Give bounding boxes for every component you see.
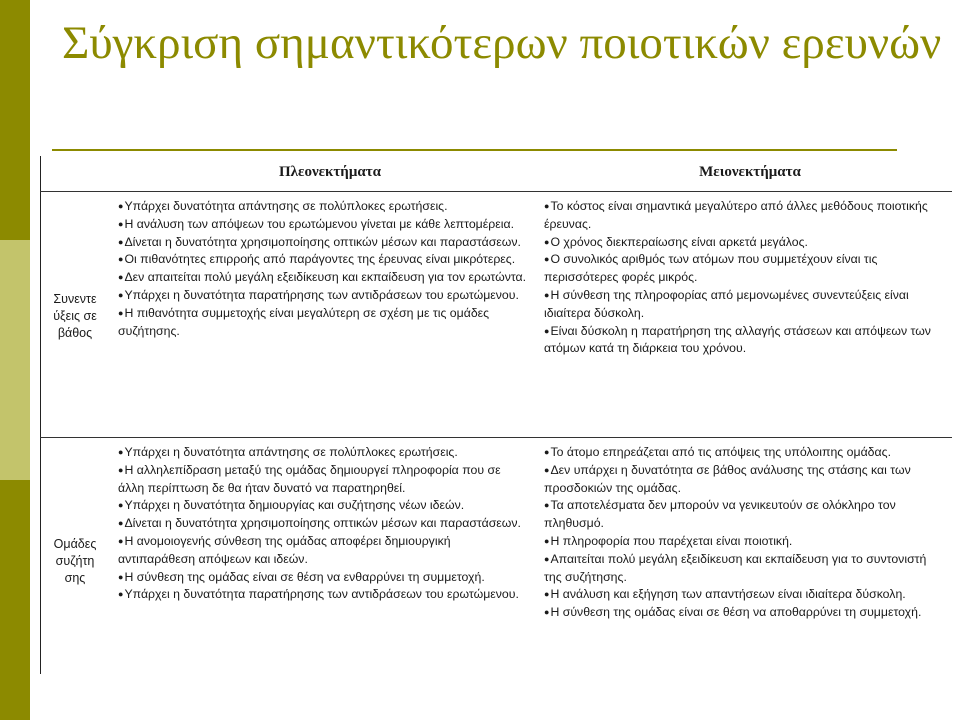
side-decoration-bar: [0, 0, 30, 720]
row-divider: [40, 437, 952, 438]
list-item: [544, 604, 944, 622]
comparison-table: [40, 156, 952, 674]
bullet-icon: ●: [544, 553, 550, 564]
list-item-text: Είναι δύσκολη η παρατήρηση της αλλαγής στάσεων και απόψεων των ατόμων κατά τη διάρκεια του χρόνου.: [544, 323, 931, 356]
list-item-text: Ο συνολικός αριθμός των ατόμων που συμμετέχουν είναι τις περισσότερες φορές μικρός.: [544, 252, 878, 285]
header-divider: [40, 191, 952, 192]
list-item-text: Δεν υπάρχει η δυνατότητα σε βάθος ανάλυσης της στάσης και των προσδοκιών της ομάδας.: [544, 462, 911, 495]
bullet-icon: ●: [118, 500, 124, 511]
list-item-text: Υπάρχει η δυνατότητα δημιουργίας και συζήτησης νέων ιδεών.: [124, 498, 465, 513]
list-item: [118, 251, 528, 269]
list-item-text: Η πιθανότητα συμμετοχής είναι μεγαλύτερη σε σχέση με τις ομάδες συζήτησης.: [118, 305, 490, 338]
bullet-icon: ●: [118, 518, 124, 529]
bullet-icon: ●: [118, 289, 124, 300]
disadvantages-list: [544, 444, 944, 622]
list-item: [118, 533, 528, 569]
list-item-text: Δίνεται η δυνατότητα χρησιμοποίησης οπτικών μέσων και παραστάσεων.: [124, 234, 521, 249]
list-item-text: Η σύνθεση της πληροφορίας από μεμονωμένες συνεντεύξεις είναι ιδιαίτερα δύσκολη.: [544, 287, 909, 320]
column-header-disadvantages: Μειονεκτήματα: [699, 164, 801, 180]
list-item: [544, 497, 944, 533]
list-item: [118, 497, 528, 515]
list-item-text: Δεν απαιτείται πολύ μεγάλη εξειδίκευση και εκπαίδευση για τον ερωτώντα.: [124, 270, 527, 285]
list-item: [544, 551, 944, 587]
list-item-text: Υπάρχει η δυνατότητα παρατήρησης των αντιδράσεων του ερωτώμενου.: [124, 287, 519, 302]
advantages-list: [118, 444, 528, 604]
list-item: [544, 586, 944, 604]
list-item: [118, 287, 528, 305]
bullet-icon: ●: [118, 535, 124, 546]
list-item-text: Η ανάλυση και εξήγηση των απαντήσεων είναι ιδιαίτερα δύσκολη.: [550, 587, 906, 602]
list-item: [118, 269, 528, 287]
bullet-icon: ●: [544, 254, 550, 265]
list-item-text: Η αλληλεπίδραση μεταξύ της ομάδας δημιουργεί πληροφορία που σε άλλη περίπτωση δε θα ήταν δυνατό να παρατηρηθεί.: [118, 462, 501, 495]
disadvantages-list: [544, 198, 944, 358]
bullet-icon: ●: [118, 571, 124, 582]
list-item-text: Απαιτείται πολύ μεγάλη εξειδίκευση και εκπαίδευση για το συντονιστή της συζήτησης.: [544, 551, 927, 584]
list-item: [544, 444, 944, 462]
bullet-icon: ●: [118, 464, 124, 475]
row-label-focus-groups: Ομάδες συζήτη σης: [53, 537, 97, 585]
list-item: [118, 569, 528, 587]
table-left-border: [40, 156, 41, 674]
list-item: [544, 251, 944, 287]
row-label-interviews: Συνεντε ύξεις σε βάθος: [53, 292, 97, 340]
bullet-icon: ●: [118, 254, 124, 265]
list-item-text: Υπάρχει δυνατότητα απάντησης σε πολύπλοκες ερωτήσεις.: [124, 199, 448, 213]
list-item-text: Υπάρχει η δυνατότητα παρατήρησης των αντιδράσεων του ερωτώμενου.: [124, 587, 519, 602]
list-item: [544, 533, 944, 551]
bullet-icon: ●: [544, 236, 550, 247]
list-item: [118, 198, 528, 216]
list-item: [118, 444, 528, 462]
bullet-icon: ●: [118, 589, 124, 600]
list-item: [544, 287, 944, 323]
bullet-icon: ●: [544, 289, 550, 300]
bullet-icon: ●: [544, 201, 550, 211]
bullet-icon: ●: [544, 464, 550, 475]
bullet-icon: ●: [544, 607, 550, 618]
bullet-icon: ●: [544, 447, 550, 457]
list-item-text: Τα αποτελέσματα δεν μπορούν να γενικευτούν σε ολόκληρο τον πληθυσμό.: [544, 498, 896, 531]
list-item-text: Η ανάλυση των απόψεων του ερωτώμενου γίνεται με κάθε λεπτομέρεια.: [124, 216, 514, 231]
bullet-icon: ●: [118, 218, 124, 229]
bullet-icon: ●: [118, 236, 124, 247]
side-bar-segment: [0, 0, 30, 240]
list-item: [118, 515, 528, 533]
list-item: [118, 586, 528, 604]
list-item: [544, 198, 944, 234]
list-item: [118, 305, 528, 341]
list-item-text: Οι πιθανότητες επιρροής από παράγοντες της έρευνας είναι μικρότερες.: [124, 252, 516, 267]
advantages-list: [118, 198, 528, 340]
bullet-icon: ●: [544, 500, 550, 511]
list-item: [118, 234, 528, 252]
list-item-text: Η πληροφορία που παρέχεται είναι ποιοτική.: [550, 533, 793, 548]
list-item: [544, 462, 944, 498]
bullet-icon: ●: [544, 325, 550, 336]
list-item-text: Ο χρόνος διεκπεραίωσης είναι αρκετά μεγάλος.: [550, 234, 808, 249]
list-item-text: Το άτομο επηρεάζεται από τις απόψεις της υπόλοιπης ομάδας.: [550, 445, 891, 459]
list-item: [544, 323, 944, 359]
list-item: [544, 234, 944, 252]
list-item-text: Η ανομοιογενής σύνθεση της ομάδας αποφέρει δημιουργική αντιπαράθεση απόψεων και ιδεών.: [118, 533, 451, 566]
list-item-text: Δίνεται η δυνατότητα χρησιμοποίησης οπτικών μέσων και παραστάσεων.: [124, 516, 521, 531]
slide-title: Σύγκριση σημαντικότερων ποιοτικών ερευνών: [62, 17, 942, 69]
list-item-text: Η σύνθεση της ομάδας είναι σε θέση να αποθαρρύνει τη συμμετοχή.: [550, 605, 922, 620]
side-bar-segment: [0, 240, 30, 480]
list-item-text: Το κόστος είναι σημαντικά μεγαλύτερο από άλλες μεθόδους ποιοτικής έρευνας.: [544, 199, 928, 231]
list-item-text: Υπάρχει η δυνατότητα απάντησης σε πολύπλοκες ερωτήσεις.: [124, 445, 458, 459]
list-item: [118, 216, 528, 234]
list-item: [118, 462, 528, 498]
bullet-icon: ●: [118, 201, 124, 211]
side-bar-segment: [0, 480, 30, 720]
bullet-icon: ●: [544, 589, 550, 600]
column-header-advantages: Πλεονεκτήματα: [279, 164, 381, 180]
bullet-icon: ●: [118, 447, 124, 457]
list-item-text: Η σύνθεση της ομάδας είναι σε θέση να ενθαρρύνει τη συμμετοχή.: [124, 569, 485, 584]
bullet-icon: ●: [544, 535, 550, 546]
title-underline: [52, 149, 897, 151]
bullet-icon: ●: [118, 272, 124, 283]
bullet-icon: ●: [118, 307, 124, 318]
